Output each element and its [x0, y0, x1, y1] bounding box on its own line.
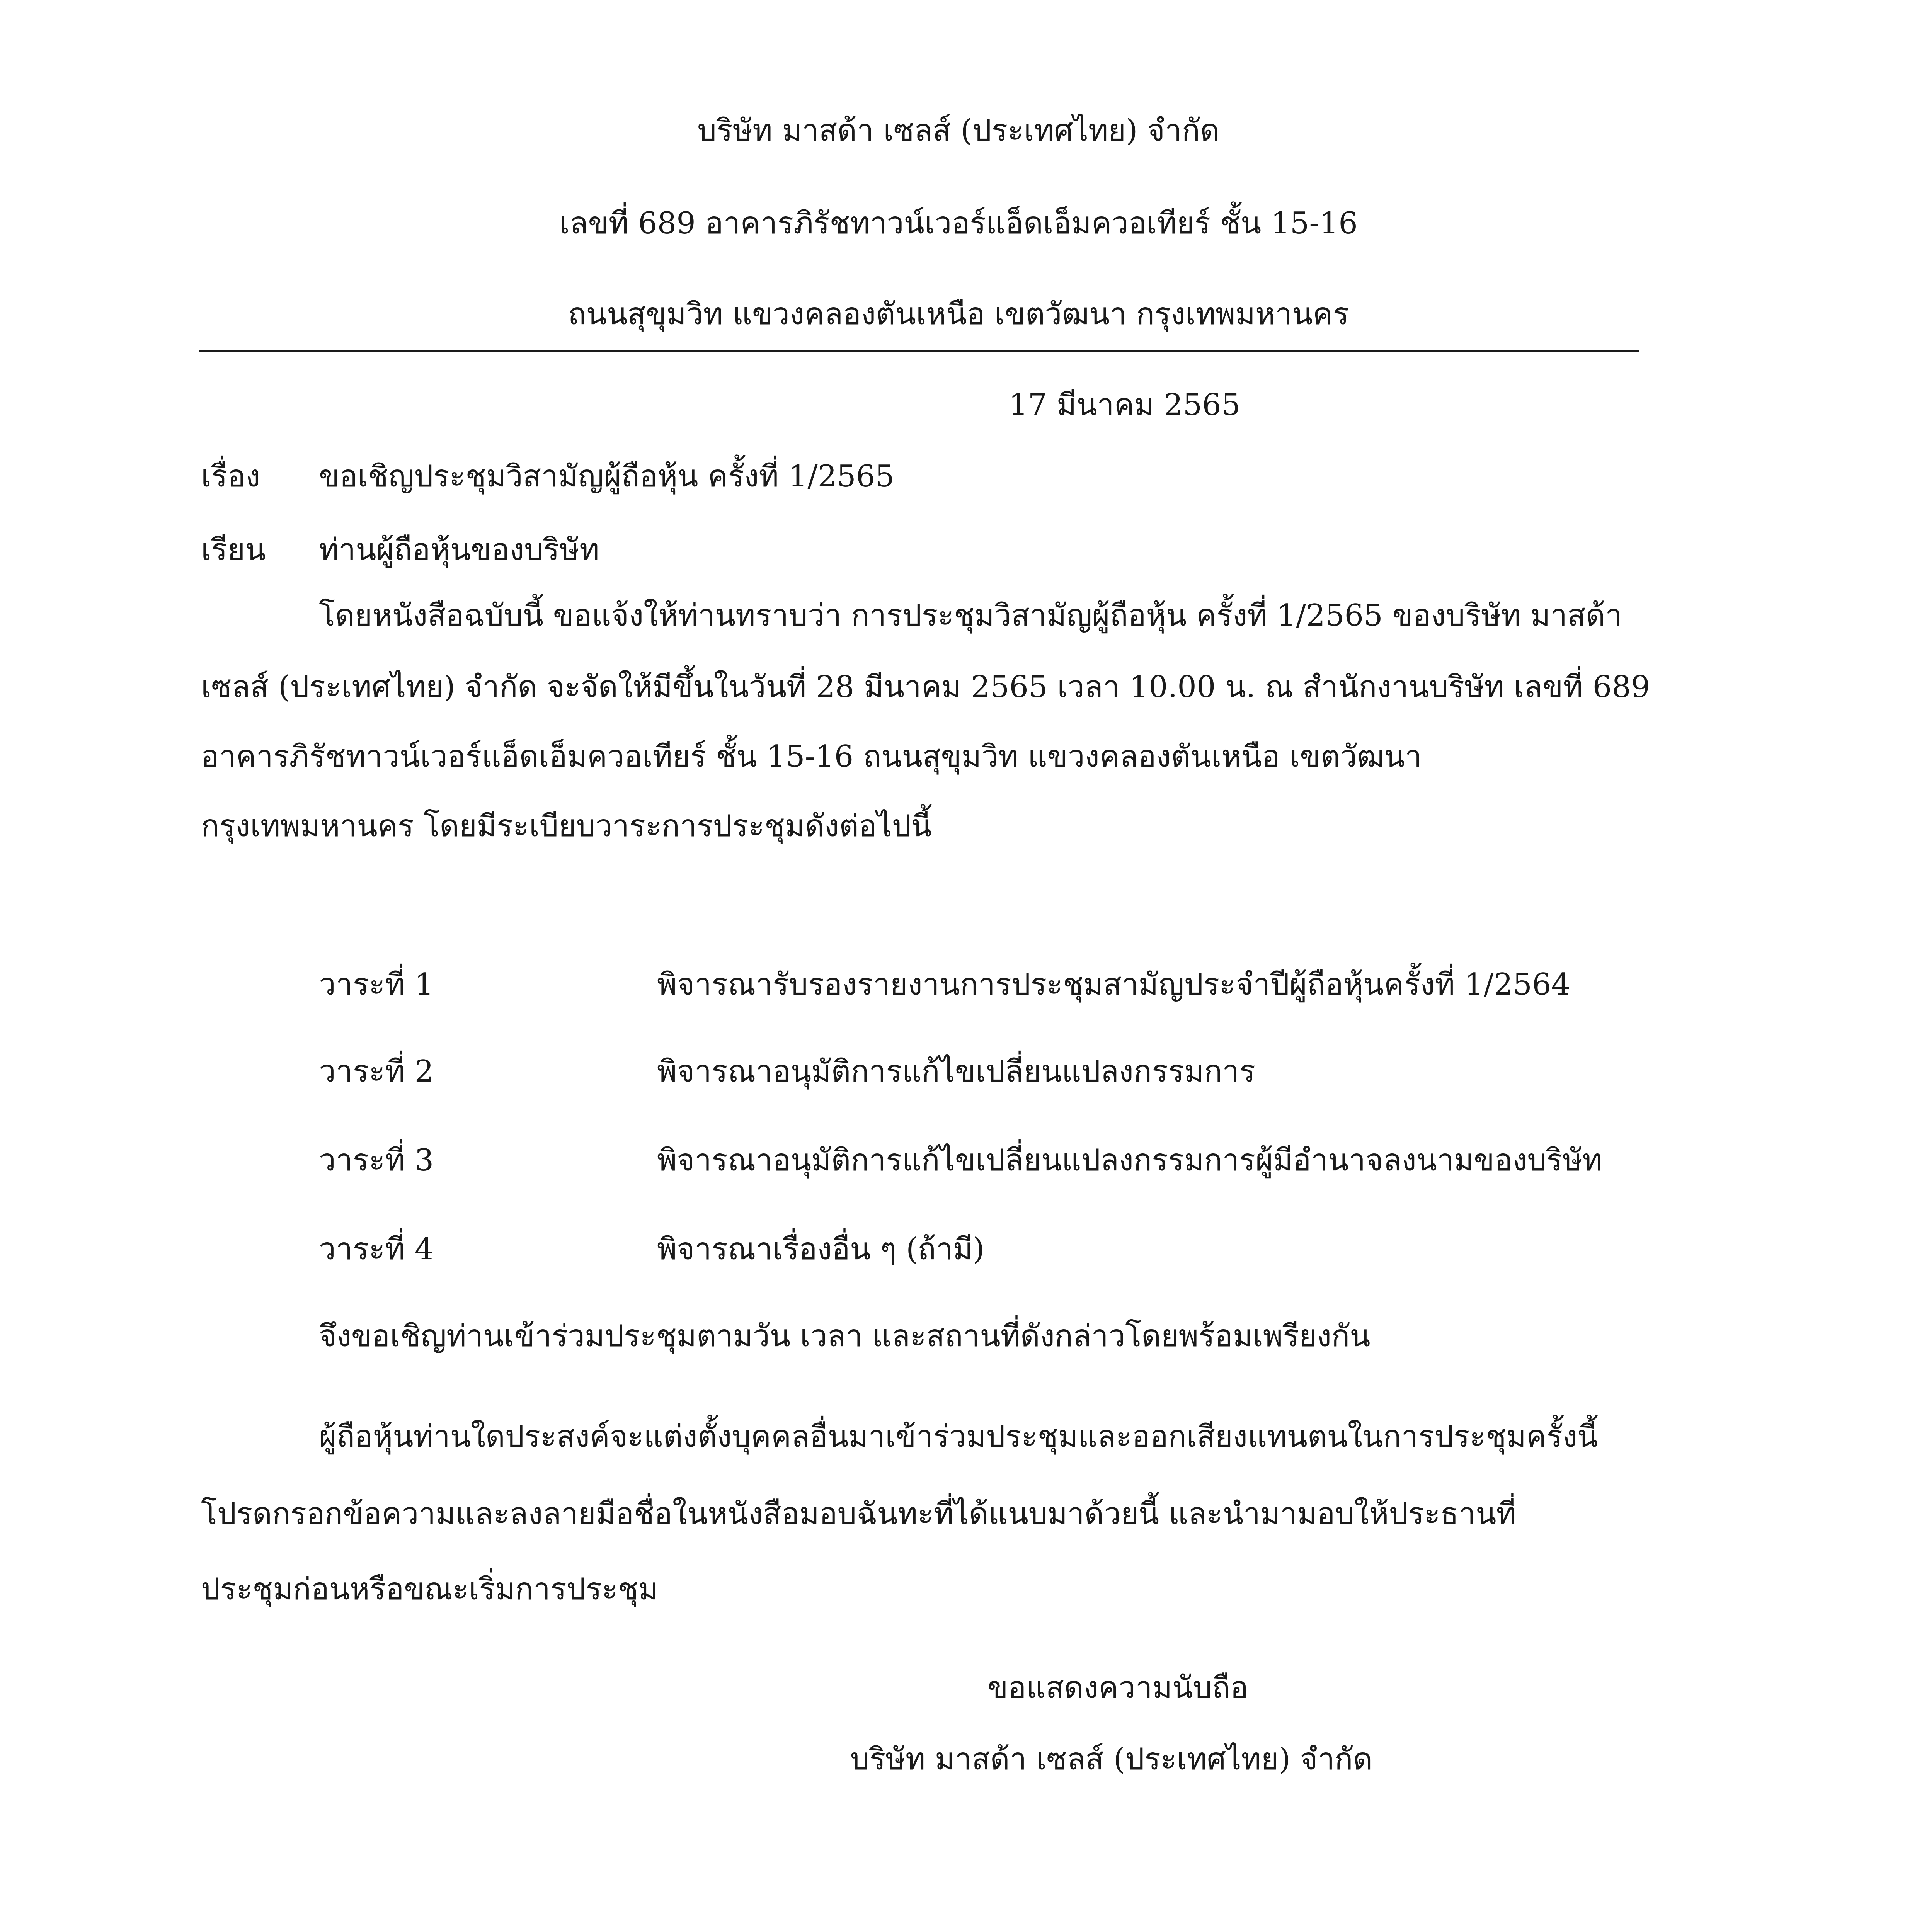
proxy-line-1: ผู้ถือหุ้นท่านใดประสงค์จะแต่งตั้งบุคคลอื่นมาเข้าร่วมประชุมและออกเสียงแทนตนในการประชุมครั้งนี้: [319, 1419, 1598, 1454]
intro-line-2: เซลส์ (ประเทศไทย) จำกัด จะจัดให้มีขึ้นในวันที่ 28 มีนาคม 2565 เวลา 10.00 น. ณ สำนักงานบริษัท เลขที่ 689: [201, 670, 1650, 704]
agenda-item-4-text: พิจารณาเรื่องอื่น ๆ (ถ้ามี): [657, 1232, 985, 1267]
intro-line-4: กรุงเทพมหานคร โดยมีระเบียบวาระการประชุมดังต่อไปนี้: [201, 809, 932, 844]
intro-line-3: อาคารภิรัชทาวน์เวอร์แอ็ดเอ็มควอเทียร์ ชั้น 15-16 ถนนสุขุมวิท แขวงคลองตันเหนือ เขตวัฒนา: [201, 739, 1422, 774]
agenda-item-3-label: วาระที่ 3: [319, 1143, 434, 1178]
invitation-text: จึงขอเชิญท่านเข้าร่วมประชุมตามวัน เวลา และสถานที่ดังกล่าวโดยพร้อมเพรียงกัน: [319, 1319, 1371, 1354]
proxy-line-2: โปรดกรอกข้อความและลงลายมือชื่อในหนังสือมอบฉันทะที่ได้แนบมาด้วยนี้ และนำมามอบให้ประธานที่: [201, 1497, 1516, 1531]
letterhead-address-line2: ถนนสุขุมวิท แขวงคลองตันเหนือ เขตวัฒนา กรุงเทพมหานคร: [568, 297, 1349, 332]
recipient-text: ท่านผู้ถือหุ้นของบริษัท: [319, 532, 599, 567]
closing-company: บริษัท มาสด้า เซลส์ (ประเทศไทย) จำกัด: [850, 1742, 1373, 1777]
letterhead-company: บริษัท มาสด้า เซลส์ (ประเทศไทย) จำกัด: [697, 113, 1220, 148]
letter-date: 17 มีนาคม 2565: [1009, 388, 1241, 422]
closing-regards: ขอแสดงความนับถือ: [987, 1670, 1248, 1705]
intro-line-1: โดยหนังสือฉบับนี้ ขอแจ้งให้ท่านทราบว่า การประชุมวิสามัญผู้ถือหุ้น ครั้งที่ 1/2565 ของบริษัท มาสด้า: [319, 598, 1622, 633]
letterhead-divider: [199, 350, 1639, 352]
agenda-item-2-label: วาระที่ 2: [319, 1054, 434, 1089]
agenda-item-1-text: พิจารณารับรองรายงานการประชุมสามัญประจำปีผู้ถือหุ้นครั้งที่ 1/2564: [657, 967, 1571, 1002]
letterhead-address-line1: เลขที่ 689 อาคารภิรัชทาวน์เวอร์แอ็ดเอ็มควอเทียร์ ชั้น 15-16: [559, 206, 1358, 241]
agenda-item-3-text: พิจารณาอนุมัติการแก้ไขเปลี่ยนแปลงกรรมการผู้มีอำนาจลงนามของบริษัท: [657, 1143, 1602, 1178]
subject-label: เรื่อง: [201, 459, 260, 494]
agenda-item-2-text: พิจารณาอนุมัติการแก้ไขเปลี่ยนแปลงกรรมการ: [657, 1054, 1256, 1089]
agenda-item-1-label: วาระที่ 1: [319, 967, 434, 1002]
agenda-item-4-label: วาระที่ 4: [319, 1232, 434, 1267]
subject-text: ขอเชิญประชุมวิสามัญผู้ถือหุ้น ครั้งที่ 1/2565: [319, 459, 895, 494]
proxy-line-3: ประชุมก่อนหรือขณะเริ่มการประชุม: [201, 1572, 659, 1607]
recipient-label: เรียน: [201, 532, 266, 567]
